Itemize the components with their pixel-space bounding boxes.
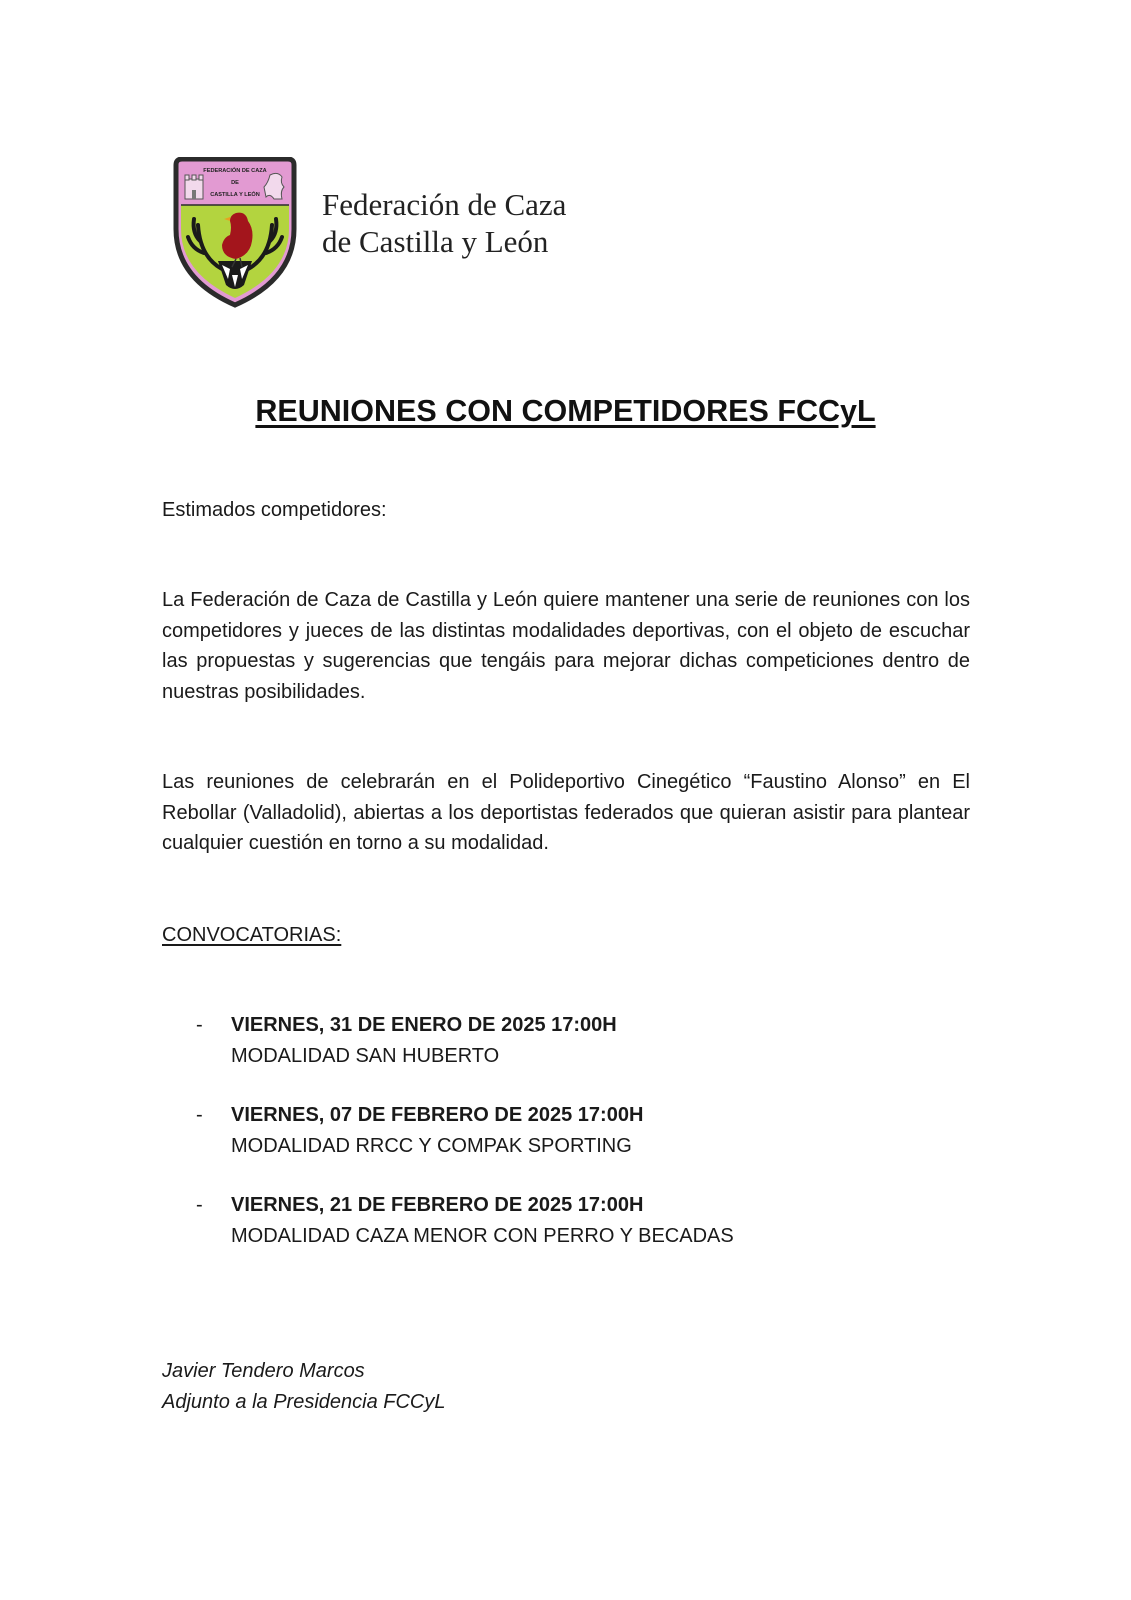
list-bullet: - <box>196 1104 203 1126</box>
castle-icon <box>185 175 203 199</box>
federation-name-line2: de Castilla y León <box>322 224 549 259</box>
svg-text:CASTILLA Y LEÓN: CASTILLA Y LEÓN <box>210 192 260 198</box>
convocatorias-heading: CONVOCATORIAS: <box>162 924 342 946</box>
meeting-item <box>196 1190 956 1251</box>
meeting-list <box>196 1010 956 1280</box>
svg-text:DE: DE <box>231 180 239 186</box>
meeting-date: VIERNES, 31 DE ENERO DE 2025 17:00H <box>231 1014 617 1036</box>
list-bullet: - <box>196 1194 203 1216</box>
meeting-modality: MODALIDAD SAN HUBERTO <box>231 1044 500 1067</box>
signature-name: Javier Tendero Marcos <box>162 1360 365 1382</box>
intro-paragraph: La Federación de Caza de Castilla y León quiere mantener una serie de reuniones con los competidores y jueces de las distintas modalidades deportivas, con el objeto de escuchar las propuestas y sugerencias que tengáis para mejorar dichas competiciones dentro de nuestras posibilidades. <box>162 589 970 703</box>
federation-name-line1: Federación de Caza <box>322 187 567 222</box>
page-title: REUNIONES CON COMPETIDORES FCCyL <box>255 394 876 428</box>
signature-block <box>162 1356 445 1417</box>
list-bullet: - <box>196 1014 203 1036</box>
meeting-modality: MODALIDAD CAZA MENOR CON PERRO Y BECADAS <box>231 1224 734 1247</box>
shield-crest-icon <box>170 157 300 309</box>
svg-text:FEDERACIÓN DE CAZA: FEDERACIÓN DE CAZA <box>203 168 267 174</box>
meeting-date: VIERNES, 07 DE FEBRERO DE 2025 17:00H <box>231 1104 644 1126</box>
signature-role: Adjunto a la Presidencia FCCyL <box>162 1390 446 1413</box>
location-paragraph: Las reuniones de celebrarán en el Polideportivo Cinegético “Faustino Alonso” en El Rebollar (Valladolid), abiertas a los deportistas federados que quieran asistir para plantear cualquier cuestión en torno a su modalidad. <box>162 771 970 854</box>
federation-name <box>322 186 566 260</box>
meeting-item <box>196 1010 956 1071</box>
greeting: Estimados competidores: <box>162 499 387 521</box>
meeting-item <box>196 1100 956 1161</box>
meeting-date: VIERNES, 21 DE FEBRERO DE 2025 17:00H <box>231 1194 644 1216</box>
federation-logo <box>170 157 300 309</box>
meeting-modality: MODALIDAD RRCC Y COMPAK SPORTING <box>231 1134 632 1157</box>
